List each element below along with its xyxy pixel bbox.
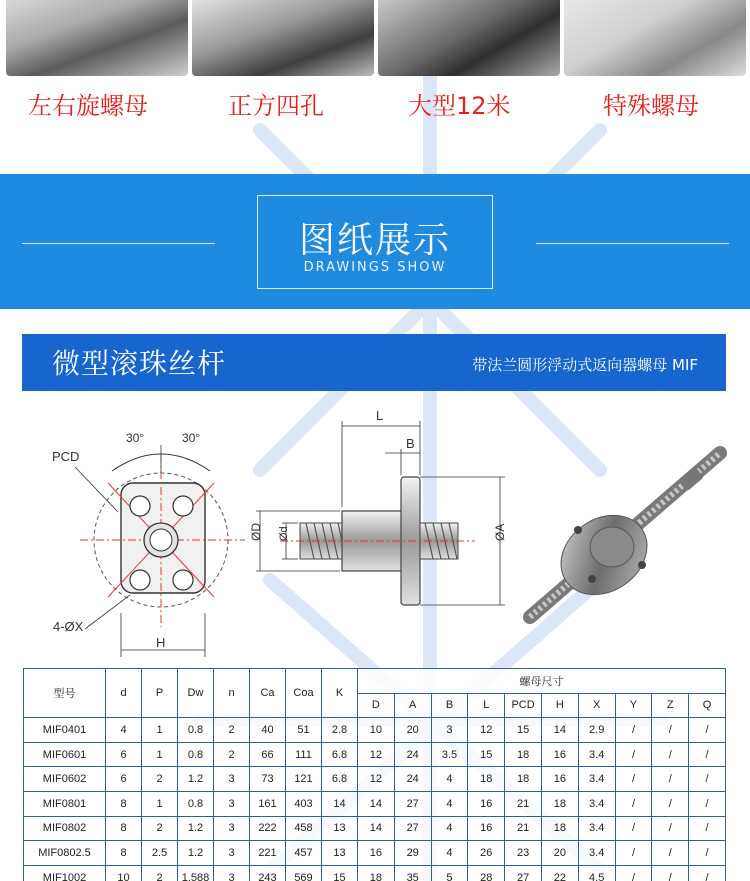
model-cell: MIF0602	[24, 767, 106, 792]
column-header: Dw	[178, 669, 214, 718]
section-title: 微型滚珠丝杆	[52, 347, 227, 380]
table-cell: 121	[286, 767, 322, 792]
table-cell: 3	[431, 718, 468, 743]
table-row	[24, 718, 726, 743]
table-cell: /	[652, 816, 689, 841]
table-cell: 18	[468, 767, 505, 792]
b-dimension-label: B	[406, 436, 415, 451]
table-cell: 13	[322, 816, 358, 841]
table-cell: 2	[214, 718, 250, 743]
table-row	[24, 791, 726, 816]
banner-left-rule	[22, 243, 215, 244]
table-cell: 16	[468, 816, 505, 841]
column-header: Ca	[250, 669, 286, 718]
table-cell: 14	[322, 791, 358, 816]
table-cell: 18	[358, 865, 395, 881]
table-cell: /	[615, 718, 652, 743]
table-row	[24, 841, 726, 866]
holes-label: 4-ØX	[53, 619, 84, 634]
table-cell: 3	[214, 841, 250, 866]
table-cell: /	[689, 816, 726, 841]
table-cell: 40	[250, 718, 286, 743]
table-cell: 28	[468, 865, 505, 881]
column-header: B	[431, 693, 468, 718]
specification-table	[23, 668, 726, 881]
model-cell: MIF1002	[24, 865, 106, 881]
table-cell: /	[689, 865, 726, 881]
table-row	[24, 865, 726, 881]
table-row	[24, 742, 726, 767]
d-small-dimension-label: Ød	[278, 526, 290, 541]
table-cell: 2.8	[322, 718, 358, 743]
table-cell: 4	[431, 791, 468, 816]
section-header	[22, 334, 726, 391]
table-cell: 3	[214, 816, 250, 841]
column-header: A	[394, 693, 431, 718]
pcd-label: PCD	[52, 449, 80, 464]
technical-drawing	[0, 395, 750, 665]
table-cell: 161	[250, 791, 286, 816]
section-subtitle: 带法兰圆形浮动式返向器螺母 MIF	[472, 356, 698, 374]
table-cell: /	[615, 865, 652, 881]
caption-large-12m: 大型12米	[408, 92, 511, 120]
table-cell: 18	[541, 791, 578, 816]
table-cell: 14	[358, 816, 395, 841]
column-header: H	[541, 693, 578, 718]
table-cell: 18	[541, 816, 578, 841]
table-cell: 27	[505, 865, 542, 881]
table-header-group-row	[24, 669, 726, 694]
h-dimension-label: H	[156, 635, 166, 650]
table-cell: 2.5	[142, 841, 178, 866]
table-cell: 18	[505, 742, 542, 767]
table-cell: 51	[286, 718, 322, 743]
column-header: 型号	[24, 669, 106, 718]
table-cell: 14	[541, 718, 578, 743]
table-cell: 2	[142, 816, 178, 841]
table-cell: /	[652, 791, 689, 816]
table-cell: 6.8	[322, 742, 358, 767]
table-cell: /	[615, 791, 652, 816]
table-cell: 22	[541, 865, 578, 881]
photo-square-four-hole	[192, 0, 374, 76]
model-cell: MIF0801	[24, 791, 106, 816]
table-cell: 16	[358, 841, 395, 866]
table-cell: 1	[142, 742, 178, 767]
nut-side-view	[249, 408, 507, 605]
column-header: L	[468, 693, 505, 718]
table-cell: 66	[250, 742, 286, 767]
banner-title-box	[257, 195, 493, 289]
table-cell: /	[689, 767, 726, 792]
photo-special-nut	[564, 0, 746, 76]
table-cell: 2	[142, 865, 178, 881]
a-dimension-label: ØA	[493, 523, 507, 541]
table-cell: 1	[142, 791, 178, 816]
table-cell: 12	[468, 718, 505, 743]
table-cell: 243	[250, 865, 286, 881]
table-cell: 27	[394, 816, 431, 841]
table-cell: 2	[142, 767, 178, 792]
caption-special-nut: 特殊螺母	[603, 92, 699, 120]
table-cell: 1	[142, 718, 178, 743]
table-cell: 23	[505, 841, 542, 866]
photo-large-12m	[378, 0, 560, 76]
table-cell: 221	[250, 841, 286, 866]
table-cell: 73	[250, 767, 286, 792]
table-cell: 13	[322, 841, 358, 866]
column-header: X	[578, 693, 615, 718]
nut-dimensions-group-header: 螺母尺寸	[358, 669, 726, 694]
table-cell: 15	[468, 742, 505, 767]
table-cell: 16	[541, 767, 578, 792]
table-cell: 6.8	[322, 767, 358, 792]
column-header: PCD	[505, 693, 542, 718]
table-cell: 6	[106, 742, 142, 767]
table-row	[24, 816, 726, 841]
table-cell: 2	[214, 742, 250, 767]
table-cell: 29	[394, 841, 431, 866]
l-dimension-label: L	[376, 408, 384, 423]
column-header: P	[142, 669, 178, 718]
model-cell: MIF0802	[24, 816, 106, 841]
table-cell: /	[689, 742, 726, 767]
table-cell: 20	[541, 841, 578, 866]
table-cell: 8	[106, 841, 142, 866]
table-cell: 21	[505, 791, 542, 816]
table-cell: 458	[286, 816, 322, 841]
table-cell: /	[652, 841, 689, 866]
photo-captions	[0, 86, 750, 122]
table-cell: /	[652, 767, 689, 792]
table-cell: 457	[286, 841, 322, 866]
table-cell: 3	[214, 767, 250, 792]
table-cell: /	[652, 742, 689, 767]
table-cell: 1.2	[178, 816, 214, 841]
model-cell: MIF0802.5	[24, 841, 106, 866]
table-cell: /	[615, 742, 652, 767]
caption-left-right-nut: 左右旋螺母	[28, 92, 148, 120]
table-cell: 0.8	[178, 791, 214, 816]
table-cell: 8	[106, 791, 142, 816]
table-cell: 569	[286, 865, 322, 881]
table-cell: /	[689, 718, 726, 743]
table-cell: 10	[358, 718, 395, 743]
table-cell: 3.4	[578, 767, 615, 792]
product-photo-strip	[0, 0, 750, 78]
table-cell: 4	[431, 841, 468, 866]
table-cell: 3.4	[578, 841, 615, 866]
table-cell: 3.4	[578, 742, 615, 767]
banner-right-rule	[536, 243, 729, 244]
table-cell: 4	[106, 718, 142, 743]
model-cell: MIF0401	[24, 718, 106, 743]
table-cell: 3	[214, 865, 250, 881]
column-header: Coa	[286, 669, 322, 718]
d-big-dimension-label: ØD	[249, 523, 263, 541]
table-cell: /	[615, 816, 652, 841]
table-cell: 8	[106, 816, 142, 841]
column-header: n	[214, 669, 250, 718]
column-header: d	[106, 669, 142, 718]
table-row	[24, 767, 726, 792]
table-cell: 222	[250, 816, 286, 841]
banner-subtitle: DRAWINGS SHOW	[303, 260, 447, 275]
table-cell: 16	[541, 742, 578, 767]
table-cell: 26	[468, 841, 505, 866]
photo-left-right-nut	[6, 0, 188, 76]
column-header: Q	[689, 693, 726, 718]
table-cell: 5	[431, 865, 468, 881]
table-cell: /	[615, 841, 652, 866]
table-cell: 18	[505, 767, 542, 792]
table-body	[24, 718, 726, 881]
table-cell: /	[615, 767, 652, 792]
column-header: D	[358, 693, 395, 718]
table-cell: 4	[431, 816, 468, 841]
table-cell: 1.588	[178, 865, 214, 881]
column-header: Z	[652, 693, 689, 718]
table-cell: /	[689, 841, 726, 866]
table-cell: 15	[505, 718, 542, 743]
table-cell: 12	[358, 767, 395, 792]
model-cell: MIF0601	[24, 742, 106, 767]
table-cell: 6	[106, 767, 142, 792]
table-cell: 24	[394, 767, 431, 792]
table-cell: /	[689, 791, 726, 816]
column-header: K	[322, 669, 358, 718]
table-cell: 16	[468, 791, 505, 816]
angle-label-left: 30°	[126, 431, 145, 445]
table-cell: /	[652, 865, 689, 881]
table-cell: 27	[394, 791, 431, 816]
table-cell: 1.2	[178, 767, 214, 792]
table-cell: 14	[358, 791, 395, 816]
table-cell: /	[652, 718, 689, 743]
column-header: Y	[615, 693, 652, 718]
table-cell: 4	[431, 767, 468, 792]
table-cell: 24	[394, 742, 431, 767]
table-cell: 4.5	[578, 865, 615, 881]
table-cell: 111	[286, 742, 322, 767]
table-cell: 0.8	[178, 742, 214, 767]
caption-square-four-hole: 正方四孔	[228, 92, 324, 120]
table-cell: 0.8	[178, 718, 214, 743]
table-cell: 2.9	[578, 718, 615, 743]
table-cell: 15	[322, 865, 358, 881]
angle-label-right: 30°	[182, 431, 201, 445]
table-cell: 403	[286, 791, 322, 816]
table-cell: 3	[214, 791, 250, 816]
table-cell: 3.5	[431, 742, 468, 767]
table-cell: 21	[505, 816, 542, 841]
table-cell: 20	[394, 718, 431, 743]
table-cell: 3.4	[578, 791, 615, 816]
table-cell: 10	[106, 865, 142, 881]
table-cell: 1.2	[178, 841, 214, 866]
table-cell: 35	[394, 865, 431, 881]
table-cell: 12	[358, 742, 395, 767]
flange-front-view	[52, 431, 245, 657]
ball-screw-product-image	[530, 453, 720, 617]
table-cell: 3.4	[578, 816, 615, 841]
banner-title: 图纸展示	[298, 220, 451, 261]
